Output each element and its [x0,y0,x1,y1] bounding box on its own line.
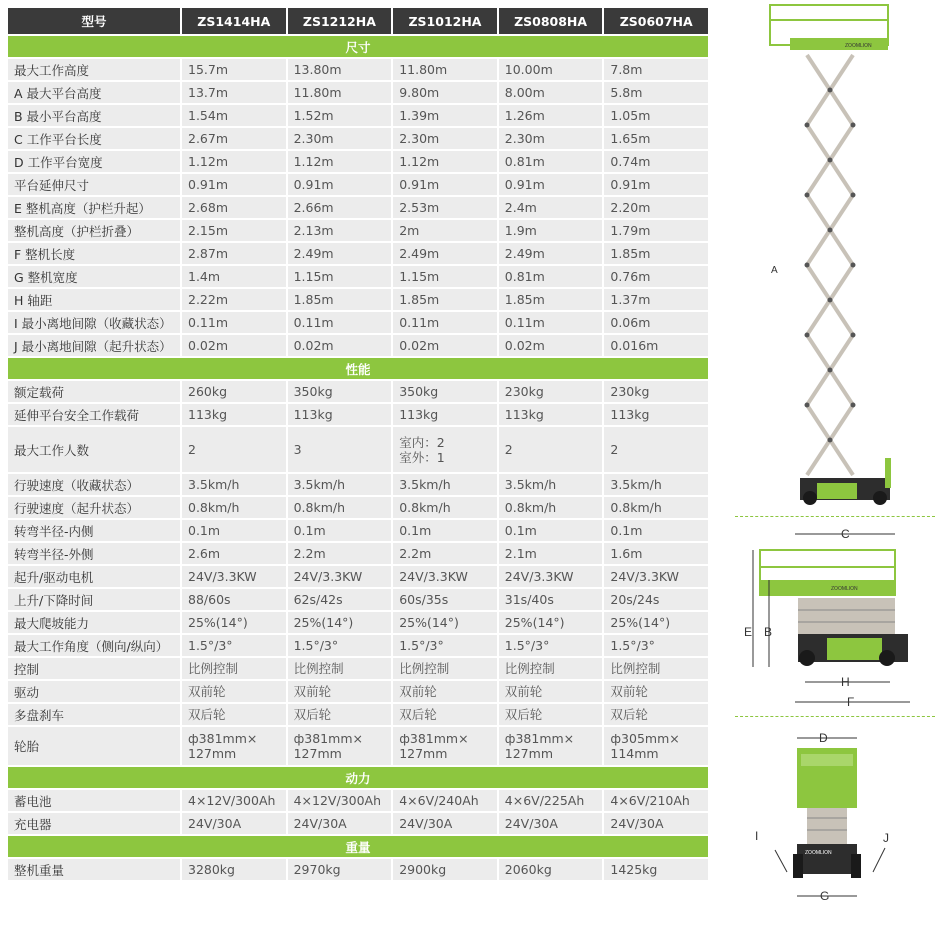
spec-value: 2.13m [288,220,392,241]
spec-label: 最大工作高度 [8,59,180,80]
spec-value: 0.8km/h [182,497,286,518]
spec-value: 1.37m [604,289,708,310]
spec-value: 0.8km/h [604,497,708,518]
spec-value: 双前轮 [393,681,497,702]
spec-value: ф381mm× 127mm [288,727,392,765]
spec-value: 230kg [499,381,603,402]
dim-label-j: J [883,831,889,845]
spec-value: 9.80m [393,82,497,103]
spec-value: 0.11m [499,312,603,333]
spec-value: 双后轮 [393,704,497,725]
section-title: 重量 [8,836,708,857]
spec-value: 0.76m [604,266,708,287]
spec-label: 起升/驱动电机 [8,566,180,587]
spec-label: 控制 [8,658,180,679]
spec-value: 113kg [393,404,497,425]
spec-value: 2.4m [499,197,603,218]
spec-value: ф305mm× 114mm [604,727,708,765]
spec-value: 1.05m [604,105,708,126]
spec-value: 2.30m [288,128,392,149]
spec-row [8,174,708,195]
spec-label: E 整机高度（护栏升起） [8,197,180,218]
spec-label: A 最大平台高度 [8,82,180,103]
spec-value: 113kg [604,404,708,425]
spec-value: 13.7m [182,82,286,103]
spec-value: 11.80m [288,82,392,103]
stowed-machine-diagram [735,522,935,712]
divider-2 [735,716,935,717]
spec-value: 1.9m [499,220,603,241]
spec-value: 比例控制 [288,658,392,679]
spec-label: 最大工作角度（侧向/纵向） [8,635,180,656]
spec-value: 0.02m [499,335,603,356]
spec-value: 0.91m [288,174,392,195]
spec-value: 62s/42s [288,589,392,610]
spec-row [8,404,708,425]
spec-value: 2.30m [499,128,603,149]
spec-body [8,36,708,880]
spec-value: 0.81m [499,151,603,172]
spec-row [8,497,708,518]
spec-label: C 工作平台长度 [8,128,180,149]
spec-row [8,658,708,679]
spec-label: 整机高度（护栏折叠） [8,220,180,241]
dimension-diagrams [735,0,935,932]
spec-row [8,813,708,834]
raised-machine-diagram [735,0,935,510]
spec-value: 2.87m [182,243,286,264]
section-row [8,836,708,857]
spec-value: ф381mm× 127mm [182,727,286,765]
model-zs1414ha: ZS1414HA [182,8,286,34]
spec-value: 1.12m [393,151,497,172]
dim-label-a: A [771,265,778,276]
spec-row [8,220,708,241]
spec-value: 比例控制 [499,658,603,679]
spec-value: 13.80m [288,59,392,80]
spec-value: 7.8m [604,59,708,80]
section-row [8,767,708,788]
spec-value: 113kg [499,404,603,425]
spec-value: 0.1m [288,520,392,541]
spec-row [8,381,708,402]
model-zs0607ha: ZS0607HA [604,8,708,34]
spec-value: 2 [499,427,603,472]
spec-value: 2.49m [393,243,497,264]
spec-value: 0.91m [393,174,497,195]
spec-value: 双后轮 [182,704,286,725]
dim-label-g: G [820,889,830,903]
spec-value: 3.5km/h [393,474,497,495]
spec-value: 1.5°/3° [393,635,497,656]
spec-value: 1.85m [499,289,603,310]
spec-label: 蓄电池 [8,790,180,811]
spec-value: 0.02m [393,335,497,356]
spec-value: 1.5°/3° [499,635,603,656]
spec-value: 0.06m [604,312,708,333]
model-zs0808ha: ZS0808HA [499,8,603,34]
spec-label: 延伸平台安全工作载荷 [8,404,180,425]
spec-value: 室内：2 室外：1 [393,427,497,472]
spec-value: 3280kg [182,859,286,880]
spec-value: 0.02m [288,335,392,356]
spec-value: 1.15m [393,266,497,287]
spec-value: 4×12V/300Ah [182,790,286,811]
spec-row [8,681,708,702]
spec-value: 1.85m [288,289,392,310]
spec-value: 0.8km/h [393,497,497,518]
spec-row [8,151,708,172]
section-row [8,36,708,57]
spec-value: 2.30m [393,128,497,149]
spec-row [8,82,708,103]
spec-value: 24V/3.3KW [182,566,286,587]
model-zs1212ha: ZS1212HA [288,8,392,34]
spec-value: 0.1m [393,520,497,541]
spec-row [8,197,708,218]
spec-value: 2060kg [499,859,603,880]
spec-value: 3.5km/h [288,474,392,495]
spec-row [8,474,708,495]
spec-value: 24V/3.3KW [288,566,392,587]
spec-value: 15.7m [182,59,286,80]
spec-row [8,128,708,149]
spec-value: 1.85m [604,243,708,264]
dim-label-h: H [841,675,850,689]
spec-value: 1.5°/3° [288,635,392,656]
spec-label: 平台延伸尺寸 [8,174,180,195]
spec-value: 2.49m [499,243,603,264]
spec-value: 0.81m [499,266,603,287]
spec-value: 1.15m [288,266,392,287]
spec-row [8,243,708,264]
spec-value: 0.11m [288,312,392,333]
spec-row [8,520,708,541]
spec-value: 25%(14°) [499,612,603,633]
spec-value: 1.5°/3° [604,635,708,656]
spec-value: 双前轮 [604,681,708,702]
spec-value: 2.6m [182,543,286,564]
spec-row [8,335,708,356]
spec-value: 0.1m [499,520,603,541]
divider-1 [735,516,935,517]
spec-value: 230kg [604,381,708,402]
section-title: 尺寸 [8,36,708,57]
spec-value: 2.2m [288,543,392,564]
spec-value: 24V/30A [499,813,603,834]
spec-value: 0.74m [604,151,708,172]
front-view-diagram [735,722,935,932]
spec-value: 4×6V/210Ah [604,790,708,811]
spec-value: 3 [288,427,392,472]
spec-label: G 整机宽度 [8,266,180,287]
spec-value: 2.1m [499,543,603,564]
spec-value: 20s/24s [604,589,708,610]
spec-label: 行驶速度（起升状态） [8,497,180,518]
spec-value: ф381mm× 127mm [499,727,603,765]
spec-value: 双前轮 [499,681,603,702]
spec-label: H 轴距 [8,289,180,310]
spec-value: 25%(14°) [288,612,392,633]
spec-row [8,427,708,472]
spec-value: 24V/3.3KW [604,566,708,587]
spec-value: 0.8km/h [499,497,603,518]
spec-value: 2.49m [288,243,392,264]
spec-value: 5.8m [604,82,708,103]
dim-label-f: F [847,695,855,709]
spec-label: 最大爬坡能力 [8,612,180,633]
spec-row [8,704,708,725]
spec-value: 1.79m [604,220,708,241]
spec-label: 上升/下降时间 [8,589,180,610]
spec-label: F 整机长度 [8,243,180,264]
spec-value: 1.85m [393,289,497,310]
spec-value: 1.12m [182,151,286,172]
spec-row [8,635,708,656]
section-title: 性能 [8,358,708,379]
spec-row [8,543,708,564]
section-row [8,358,708,379]
spec-value: 25%(14°) [393,612,497,633]
spec-value: 双后轮 [499,704,603,725]
spec-value: 24V/3.3KW [499,566,603,587]
spec-value: 双前轮 [288,681,392,702]
spec-value: 1.4m [182,266,286,287]
spec-value: 2970kg [288,859,392,880]
spec-value: 0.8km/h [288,497,392,518]
spec-value: 24V/30A [182,813,286,834]
spec-value: 11.80m [393,59,497,80]
spec-value: 2 [182,427,286,472]
spec-row [8,105,708,126]
spec-label: D 工作平台宽度 [8,151,180,172]
spec-value: 比例控制 [604,658,708,679]
spec-value: 2.68m [182,197,286,218]
spec-label: 最大工作人数 [8,427,180,472]
spec-value: 1.6m [604,543,708,564]
spec-value: 25%(14°) [604,612,708,633]
spec-value: 2.22m [182,289,286,310]
spec-value: 0.91m [604,174,708,195]
spec-table [6,6,710,882]
spec-value: 24V/30A [604,813,708,834]
model-zs1012ha: ZS1012HA [393,8,497,34]
spec-value: 4×6V/240Ah [393,790,497,811]
spec-value: 350kg [288,381,392,402]
spec-value: ф381mm× 127mm [393,727,497,765]
spec-label: 转弯半径-内侧 [8,520,180,541]
spec-value: 1.5°/3° [182,635,286,656]
spec-value: 2900kg [393,859,497,880]
spec-value: 2.15m [182,220,286,241]
spec-value: 3.5km/h [604,474,708,495]
header-label: 型号 [8,8,180,34]
spec-value: 3.5km/h [499,474,603,495]
spec-value: 260kg [182,381,286,402]
spec-row [8,790,708,811]
brand-text-front: ZOOMLION [805,850,832,856]
spec-value: 10.00m [499,59,603,80]
spec-row [8,266,708,287]
spec-row [8,59,708,80]
spec-row [8,612,708,633]
spec-label: B 最小平台高度 [8,105,180,126]
spec-value: 双后轮 [604,704,708,725]
spec-value: 1.54m [182,105,286,126]
section-title: 动力 [8,767,708,788]
spec-value: 24V/3.3KW [393,566,497,587]
spec-row [8,589,708,610]
spec-value: 24V/30A [288,813,392,834]
dim-label-e: E [744,625,753,639]
spec-value: 1.39m [393,105,497,126]
spec-label: 转弯半径-外侧 [8,543,180,564]
spec-value: 1425kg [604,859,708,880]
spec-value: 0.91m [182,174,286,195]
spec-value: 350kg [393,381,497,402]
spec-value: 1.12m [288,151,392,172]
spec-label: 额定载荷 [8,381,180,402]
spec-value: 1.65m [604,128,708,149]
brand-text-stowed: ZOOMLION [831,586,858,592]
spec-value: 0.016m [604,335,708,356]
spec-value: 0.1m [182,520,286,541]
spec-label: 充电器 [8,813,180,834]
spec-value: 0.11m [182,312,286,333]
spec-value: 0.91m [499,174,603,195]
spec-value: 25%(14°) [182,612,286,633]
spec-value: 1.26m [499,105,603,126]
brand-text-raised: ZOOMLION [845,43,872,49]
spec-value: 双后轮 [288,704,392,725]
spec-value: 2 [604,427,708,472]
spec-value: 2.2m [393,543,497,564]
dim-label-d: D [819,731,828,745]
spec-value: 2.53m [393,197,497,218]
spec-value: 60s/35s [393,589,497,610]
dim-label-i: I [755,829,759,843]
spec-value: 113kg [288,404,392,425]
spec-label: 轮胎 [8,727,180,765]
spec-value: 0.11m [393,312,497,333]
spec-value: 比例控制 [393,658,497,679]
spec-value: 8.00m [499,82,603,103]
spec-value: 4×6V/225Ah [499,790,603,811]
spec-value: 88/60s [182,589,286,610]
spec-value: 2m [393,220,497,241]
spec-label: I 最小离地间隙（收藏状态） [8,312,180,333]
dim-label-c: C [841,527,850,541]
spec-label: 驱动 [8,681,180,702]
spec-label: 多盘刹车 [8,704,180,725]
spec-value: 2.67m [182,128,286,149]
spec-value: 3.5km/h [182,474,286,495]
spec-row [8,727,708,765]
header-row [8,8,708,34]
spec-value: 1.52m [288,105,392,126]
spec-value: 2.20m [604,197,708,218]
spec-label: 整机重量 [8,859,180,880]
spec-value: 4×12V/300Ah [288,790,392,811]
spec-value: 113kg [182,404,286,425]
spec-label: 行驶速度（收藏状态） [8,474,180,495]
spec-value: 31s/40s [499,589,603,610]
spec-value: 2.66m [288,197,392,218]
spec-row [8,566,708,587]
spec-row [8,312,708,333]
spec-label: J 最小离地间隙（起升状态） [8,335,180,356]
spec-value: 比例控制 [182,658,286,679]
dim-label-b: B [764,625,773,639]
spec-value: 0.02m [182,335,286,356]
spec-value: 双前轮 [182,681,286,702]
spec-row [8,859,708,880]
spec-row [8,289,708,310]
spec-value: 24V/30A [393,813,497,834]
spec-value: 0.1m [604,520,708,541]
